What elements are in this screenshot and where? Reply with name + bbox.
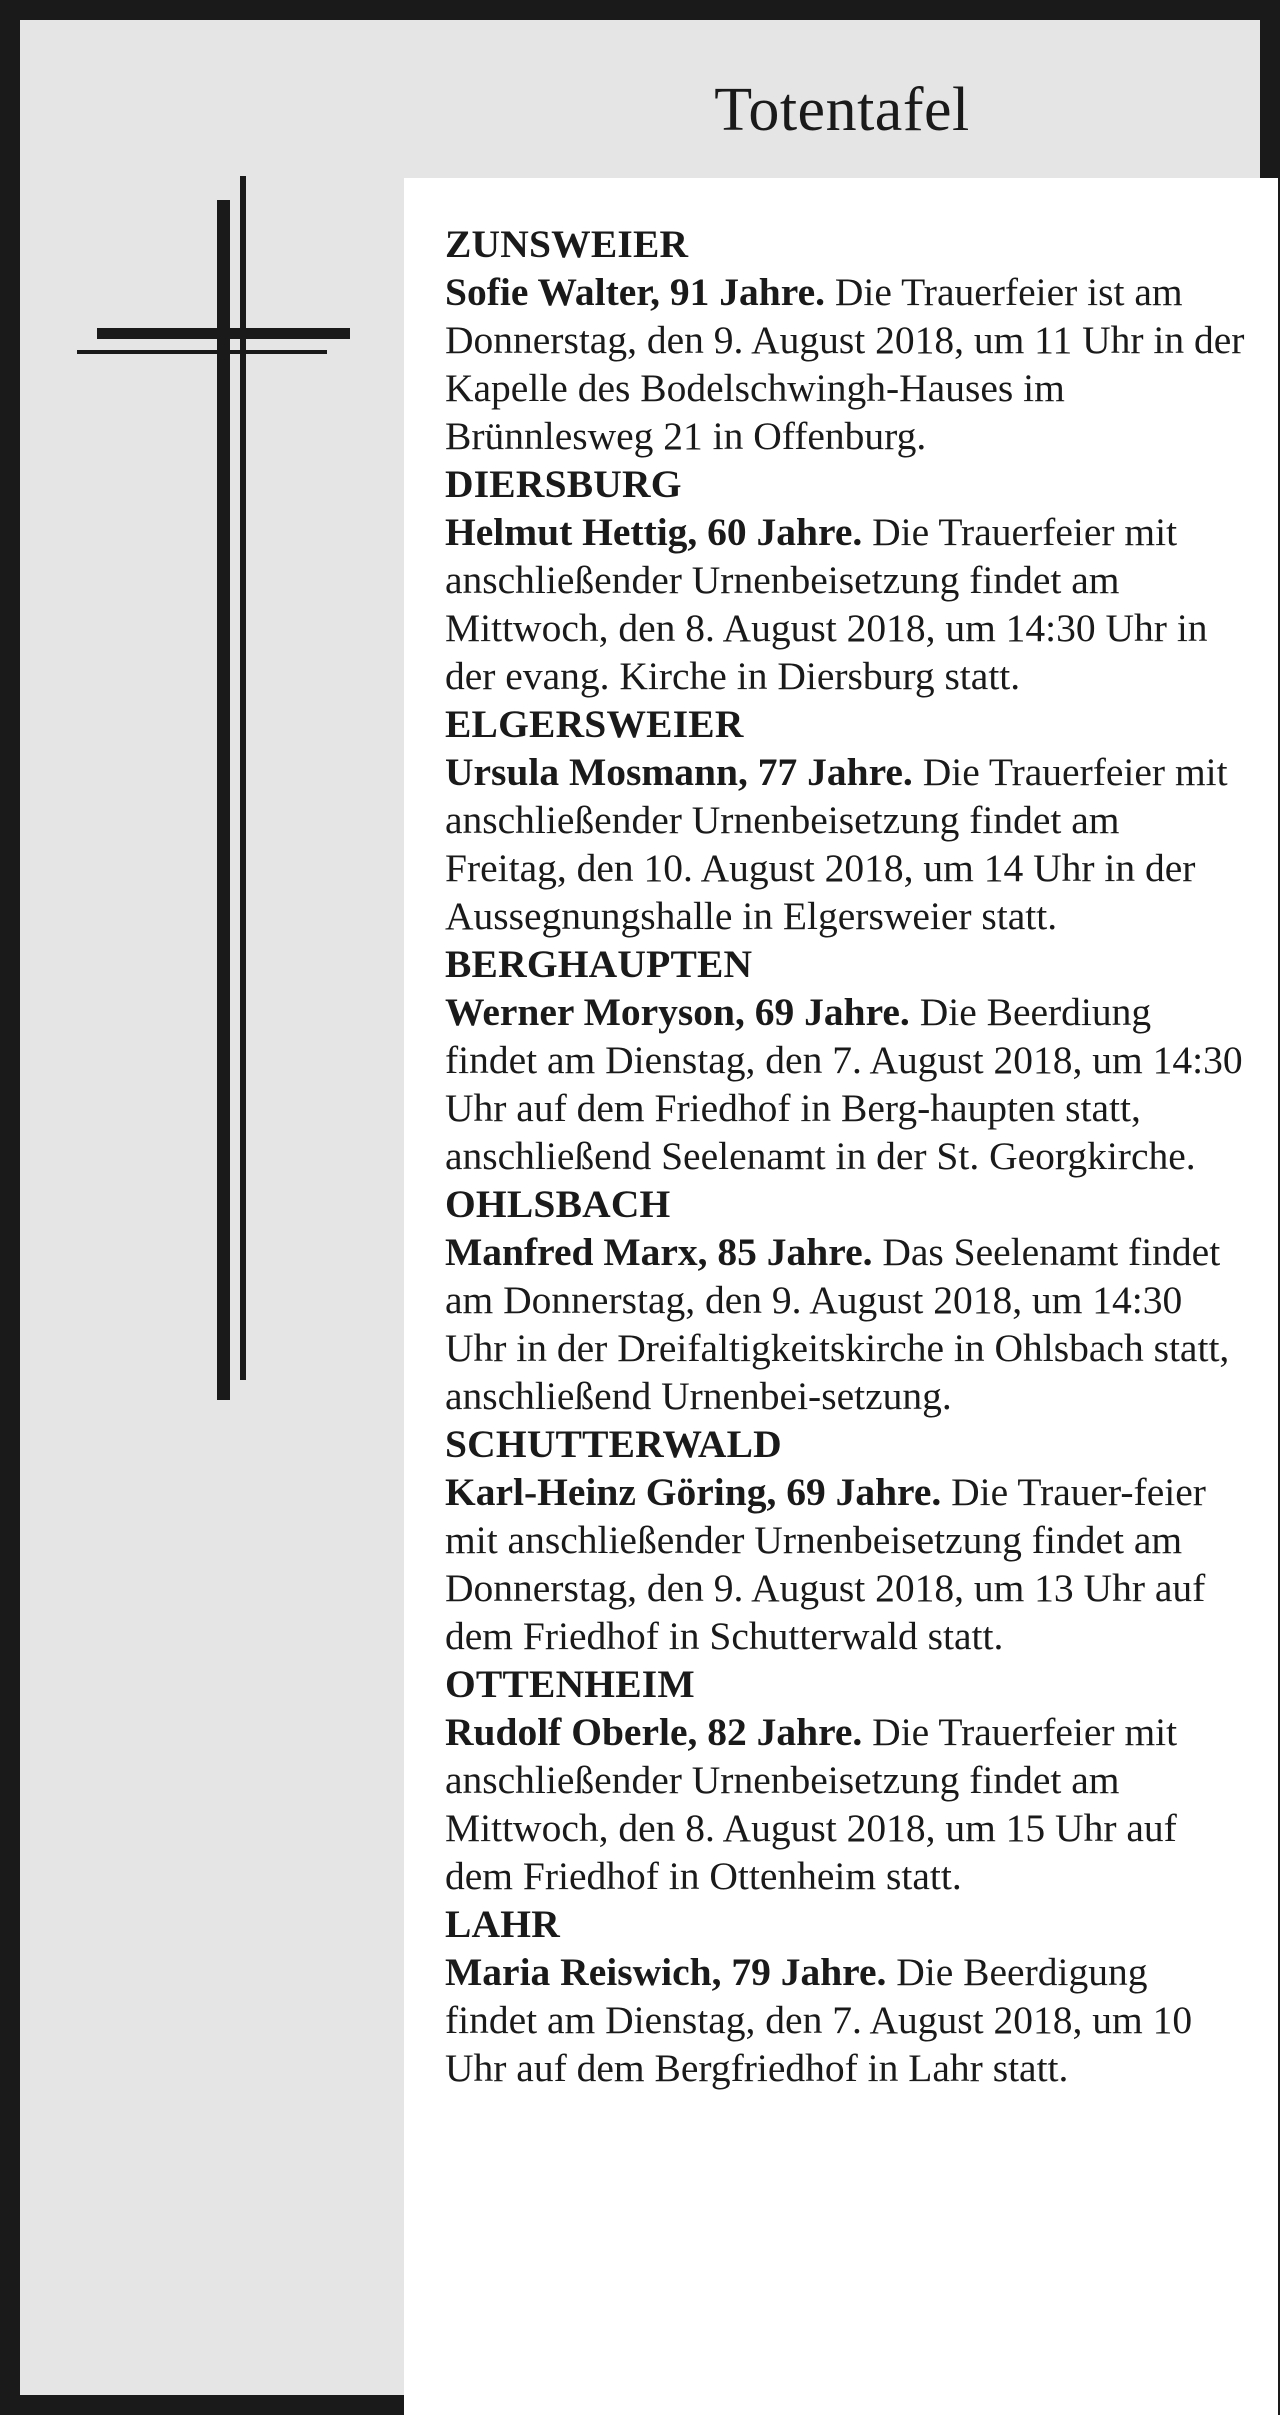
entry-details: Die Beerdigung findet am Dienstag, den 7. August 2018, um 10 Uhr auf dem Bergfriedhof in Lahr statt. [445,1950,1193,2090]
cross-icon [60,170,380,1400]
person-name: Karl-Heinz Göring, 69 Jahre. [445,1470,942,1514]
place-heading: ZUNSWEIER [445,222,689,266]
entry-details: Die Beerdiung findet am Dienstag, den 7. August 2018, um 14:30 Uhr auf dem Friedhof in Berg-haupten statt, anschließend Seelenamt in der St. Georgkirche. [445,990,1243,1178]
person-name: Maria Reiswich, 79 Jahre. [445,1950,887,1994]
place-heading: BERGHAUPTEN [445,942,753,986]
list-item [445,940,1248,1180]
entry-text [445,508,1248,700]
person-name: Sofie Walter, 91 Jahre. [445,270,825,314]
entry-text [445,268,1248,460]
page-title: Totentafel [714,76,970,144]
place-heading: SCHUTTERWALD [445,1422,782,1466]
person-name: Ursula Mosmann, 77 Jahre. [445,750,913,794]
place-heading: DIERSBURG [445,462,682,506]
entry-details: Die Trauerfeier mit anschließender Urnenbeisetzung findet am Freitag, den 10. August 2018, um 14 Uhr in der Aussegnungshalle in Elgersweier statt. [445,750,1228,938]
person-name: Helmut Hettig, 60 Jahre. [445,510,863,554]
entry-text [445,988,1248,1180]
obituary-list [404,178,1278,2415]
entry-details: Die Trauerfeier ist am Donnerstag, den 9. August 2018, um 11 Uhr in der Kapelle des Bodelschwingh-Hauses im Brünnlesweg 21 in Offenburg. [445,270,1245,458]
entry-text [445,1948,1248,2092]
place-heading: LAHR [445,1902,560,1946]
entry-details: Die Trauerfeier mit anschließender Urnenbeisetzung findet am Mittwoch, den 8. August 2018, um 15 Uhr auf dem Friedhof in Ottenheim statt. [445,1710,1178,1898]
entry-text [445,1708,1248,1900]
entry-text [445,1228,1248,1420]
list-item [445,460,1248,700]
list-item [445,700,1248,940]
place-heading: OHLSBACH [445,1182,671,1226]
entry-details: Das Seelenamt findet am Donnerstag, den 9. August 2018, um 14:30 Uhr in der Dreifaltigkeitskirche in Ohlsbach statt, anschließend Urnenbei-setzung. [445,1230,1230,1418]
place-heading: ELGERSWEIER [445,702,744,746]
place-heading: OTTENHEIM [445,1662,695,1706]
list-item [445,1420,1248,1660]
entry-details: Die Trauerfeier mit anschließender Urnenbeisetzung findet am Mittwoch, den 8. August 2018, um 14:30 Uhr in der evang. Kirche in Diersburg statt. [445,510,1208,698]
list-item [445,220,1248,460]
list-item [445,1180,1248,1420]
entry-details: Die Trauer-feier mit anschließender Urnenbeisetzung findet am Donnerstag, den 9. August 2018, um 13 Uhr auf dem Friedhof in Schutterwald statt. [445,1470,1206,1658]
person-name: Werner Moryson, 69 Jahre. [445,990,910,1034]
person-name: Manfred Marx, 85 Jahre. [445,1230,873,1274]
entry-text [445,1468,1248,1660]
entry-text [445,748,1248,940]
list-item [445,1660,1248,1900]
person-name: Rudolf Oberle, 82 Jahre. [445,1710,863,1754]
list-item [445,1900,1248,2092]
